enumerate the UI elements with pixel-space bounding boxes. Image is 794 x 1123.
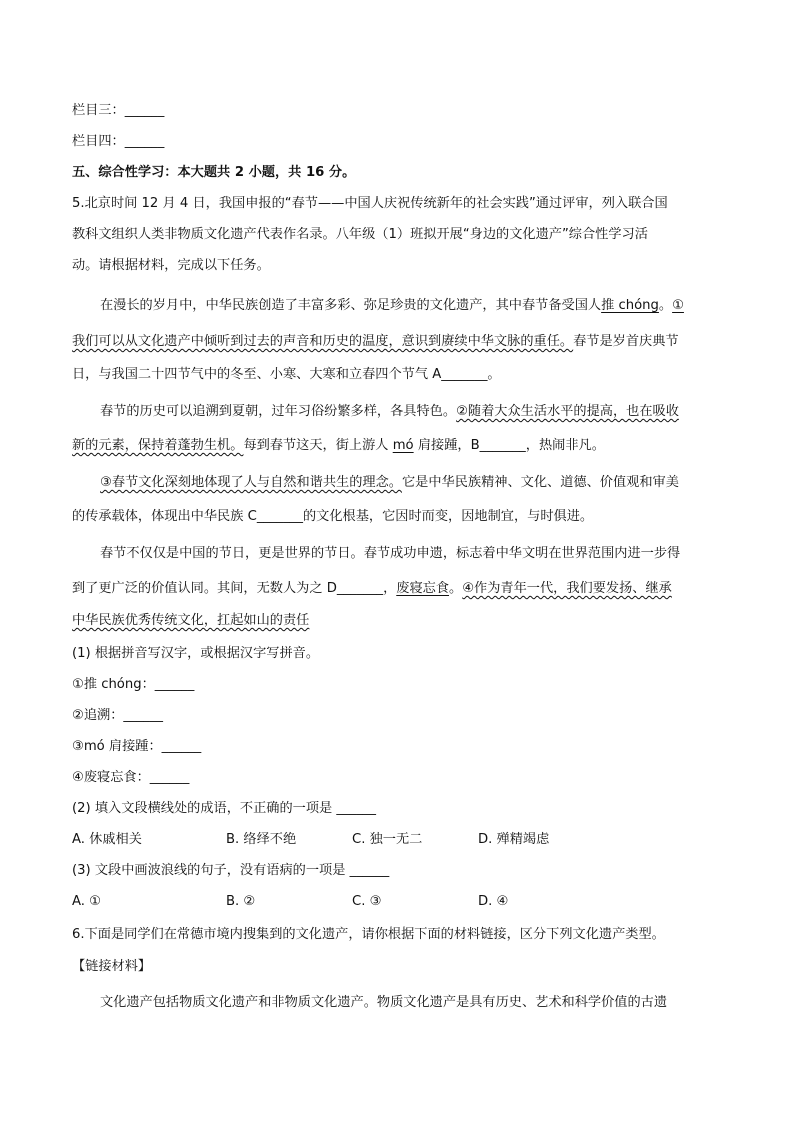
sub-question-2: (2) 填入文段横线处的成语，不正确的一项是 ______ — [72, 801, 376, 816]
sub-question-1a: ①推 chóng：______ — [72, 677, 195, 692]
question-6: 6.下面是同学们在常德市境内搜集到的文化遗产，请你根据下面的材料链接，区分下列文化遗产类型。 — [72, 927, 665, 942]
link-material-heading: 【链接材料】 — [72, 959, 152, 974]
q3-option-d: D. ④ — [478, 894, 509, 909]
sub-question-1: (1) 根据拼音写汉字，或根据汉字写拼音。 — [72, 646, 320, 661]
q3-option-c: C. ③ — [352, 894, 382, 909]
underlined-pinyin-mo: mó — [392, 438, 414, 453]
sub-question-1d: ④废寝忘食：______ — [72, 770, 190, 785]
wavy-sentence-4-start: ④作为青年一代，我们要发扬、继承 — [462, 581, 672, 596]
underlined-word-feiqin: 废寝忘食 — [396, 581, 450, 596]
sub-question-1c: ③mó 肩接踵：______ — [72, 739, 202, 754]
passage-line-3: 日，与我国二十四节气中的冬至、小寒、大寒和立春四个节气 A_______。 — [72, 367, 501, 382]
question-5-line-1: 5.北京时间 12 月 4 日，我国申报的“春节——中国人庆祝传统新年的社会实践”通过评审，列入联合国 — [72, 196, 668, 211]
sub-question-1b: ②追溯：______ — [72, 708, 163, 723]
q2-option-a: A. 休戚相关 — [72, 832, 142, 847]
passage-line-2: 我们可以从文化遗产中倾听到过去的声音和历史的温度，意识到赓续中华文脉的重任。春节是岁首庆典节 — [72, 334, 679, 349]
q2-option-b: B. 络绎不绝 — [226, 832, 297, 847]
passage-line-10 — [72, 612, 309, 630]
passage-line-7: 的传承载体，体现出中华民族 C_______的文化根基，它因时而变，因地制宜，与时俱进。 — [72, 509, 594, 524]
wavy-sentence-3: ③春节文化深刻地体现了人与自然和谐共生的理念。 — [100, 475, 402, 490]
underlined-pinyin-chong: 推 chóng — [601, 298, 659, 313]
passage-line-9: 到了更广泛的价值认同。其间，无数人为之 D_______，废寝忘食。④作为青年一代，我们要发扬、继承 — [72, 581, 672, 596]
wavy-sentence-2-end: 新的元素，保持着蓬勃生机。 — [72, 438, 244, 453]
wavy-marker-1: ① — [672, 298, 684, 313]
q3-option-a: A. ① — [72, 894, 101, 909]
word-zhuisu: 追溯 — [192, 404, 219, 419]
question-5-line-3: 动。请根据材料，完成以下任务。 — [72, 258, 270, 273]
section-five-heading: 五、综合性学习：本大题共 2 小题，共 16 分。 — [72, 165, 356, 180]
passage-line-8: 春节不仅仅是中国的节日，更是世界的节日。春节成功申遗，标志着中华文明在世界范围内进一步得 — [100, 546, 681, 561]
q3-option-b: B. ② — [226, 894, 256, 909]
question-5-line-2: 教科文组织人类非物质文化遗产代表作名录。八年级（1）班拟开展“身边的文化遗产”综合性学习活 — [72, 227, 648, 242]
passage-line-6: ③春节文化深刻地体现了人与自然和谐共生的理念。它是中华民族精神、文化、道德、价值观和审美 — [100, 475, 679, 490]
passage-line-5: 新的元素，保持着蓬勃生机。每到春节这天，街上游人 mó 肩接踵，B_______，热闹非凡。 — [72, 438, 605, 453]
column-three-line: 栏目三：______ — [72, 103, 165, 118]
link-material-text: 文化遗产包括物质文化遗产和非物质文化遗产。物质文化遗产是具有历史、艺术和科学价值的古遗 — [100, 995, 668, 1010]
q2-option-c: C. 独一无二 — [352, 832, 423, 847]
sub-question-3: (3) 文段中画波浪线的句子，没有语病的一项是 ______ — [72, 863, 390, 878]
passage-line-4: 春节的历史可以追溯到夏朝，过年习俗纷繁多样，各具特色。②随着大众生活水平的提高，也在吸收 — [100, 404, 679, 419]
wavy-sentence-1: 我们可以从文化遗产中倾听到过去的声音和历史的温度，意识到赓续中华文脉的重任。 — [72, 334, 574, 349]
wavy-sentence-2-start: ②随着大众生活水平的提高，也在吸收 — [456, 404, 679, 419]
wavy-sentence-4-end: 中华民族优秀传统文化，扛起如山的责任 — [72, 613, 310, 628]
q2-option-d: D. 殚精竭虑 — [478, 832, 550, 847]
column-four-line: 栏目四：______ — [72, 134, 165, 149]
passage-line-1: 在漫长的岁月中，中华民族创造了丰富多彩、弥足珍贵的文化遗产，其中春节备受国人推 chóng。① — [100, 298, 684, 313]
